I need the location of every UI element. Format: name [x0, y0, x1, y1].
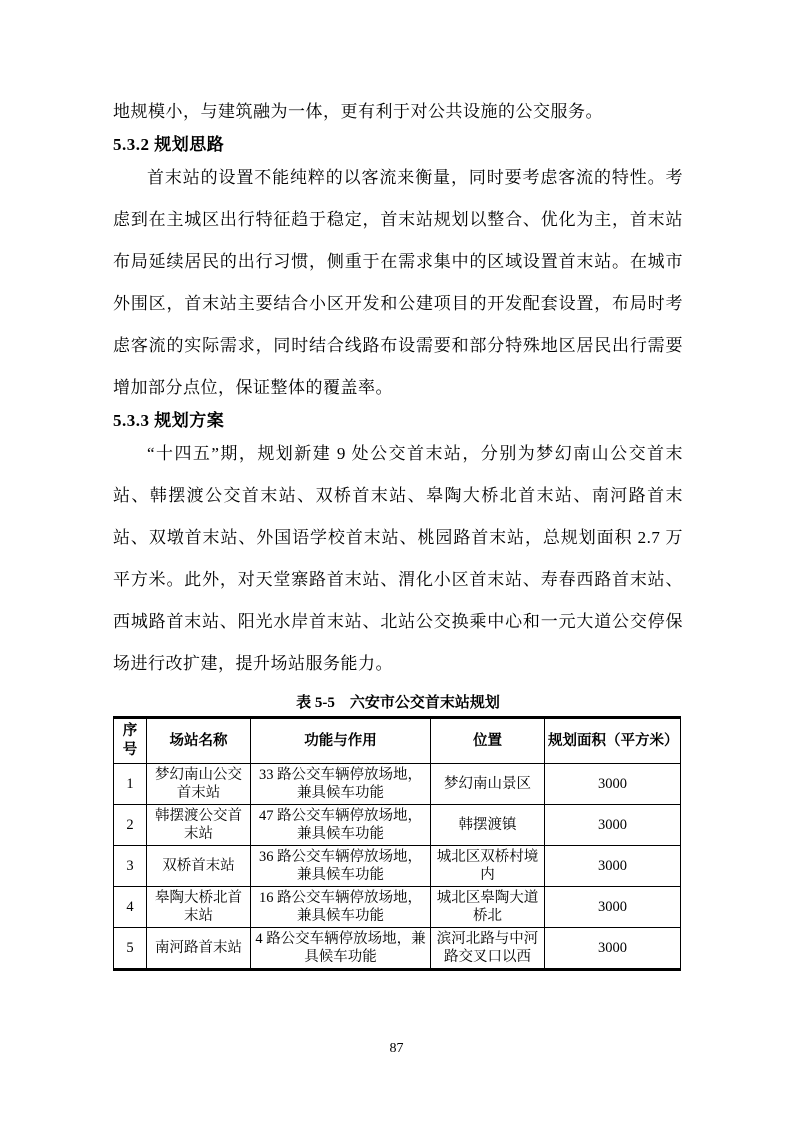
table-cell: 韩摆渡公交首末站: [147, 805, 251, 846]
header-cell-index: 序号: [114, 718, 147, 764]
table-row: [114, 764, 681, 805]
table-cell: 3000: [545, 928, 681, 970]
continuation-paragraph: 地规模小，与建筑融为一体，更有利于对公共设施的公交服务。: [113, 102, 603, 121]
table-cell: 3000: [545, 805, 681, 846]
table-cell: 2: [114, 805, 147, 846]
station-table: [113, 716, 681, 971]
section-5-3-2-paragraph: 首末站的设置不能纯粹的以客流来衡量，同时要考虑客流的特性。考虑到在主城区出行特征趋于稳定，首末站规划以整合、优化为主，首末站布局延续居民的出行习惯，侧重于在需求集中的区域设置首末站。在城市外围区，首末站主要结合小区开发和公建项目的开发配套设置，布局时考虑客流的实际需求，同时结合线路布设需要和部分特殊地区居民出行需要增加部分点位，保证整体的覆盖率。: [113, 168, 683, 397]
table-cell: 南河路首末站: [147, 928, 251, 970]
table-caption: 表 5-5 六安市公交首末站规划: [296, 695, 500, 711]
table-cell: 3000: [545, 846, 681, 887]
table-cell: 16 路公交车辆停放场地，兼具候车功能: [251, 887, 431, 928]
table-cell: 韩摆渡镇: [431, 805, 545, 846]
section-5-3-3-paragraph: “十四五”期，规划新建 9 处公交首末站，分别为梦幻南山公交首末站、韩摆渡公交首末站、双桥首末站、皋陶大桥北首末站、南河路首末站、双墩首末站、外国语学校首末站、桃园路首末站，总规划面积 2.7 万平方米。此外，对天堂寨路首末站、渭化小区首末站、寿春西路首末站、西城路首末站、阳光水岸首末站、北站公交换乘中心和一元大道公交停保场进行改扩建，提升场站服务能力。: [113, 444, 683, 673]
table-cell: 城北区皋陶大道桥北: [431, 887, 545, 928]
table-row: [114, 805, 681, 846]
table-cell: 4 路公交车辆停放场地，兼具候车功能: [251, 928, 431, 970]
table-cell: 城北区双桥村境内: [431, 846, 545, 887]
table-cell: 滨河北路与中河路交叉口以西: [431, 928, 545, 970]
page-number: 87: [389, 1041, 404, 1056]
table-row: [114, 846, 681, 887]
section-heading-5-3-3: 5.3.3 规划方案: [113, 411, 225, 430]
table-cell: 36 路公交车辆停放场地，兼具候车功能: [251, 846, 431, 887]
table-row: [114, 887, 681, 928]
table-cell: 双桥首末站: [147, 846, 251, 887]
table-cell: 梦幻南山景区: [431, 764, 545, 805]
table-header-row: [114, 718, 681, 764]
table-cell: 47 路公交车辆停放场地，兼具候车功能: [251, 805, 431, 846]
table-cell: 3000: [545, 887, 681, 928]
header-cell-name: 场站名称: [147, 718, 251, 764]
header-cell-area: 规划面积（平方米）: [545, 718, 681, 764]
header-cell-location: 位置: [431, 718, 545, 764]
table-cell: 皋陶大桥北首末站: [147, 887, 251, 928]
station-table-header: [114, 718, 681, 764]
table-cell: 3000: [545, 764, 681, 805]
table-cell: 1: [114, 764, 147, 805]
table-cell: 梦幻南山公交首末站: [147, 764, 251, 805]
header-cell-function: 功能与作用: [251, 718, 431, 764]
table-row: [114, 928, 681, 970]
station-table-body: [114, 764, 681, 970]
page-content: [113, 90, 683, 971]
table-cell: 3: [114, 846, 147, 887]
table-cell: 5: [114, 928, 147, 970]
table-cell: 4: [114, 887, 147, 928]
section-heading-5-3-2: 5.3.2 规划思路: [113, 135, 225, 154]
table-cell: 33 路公交车辆停放场地，兼具候车功能: [251, 764, 431, 805]
